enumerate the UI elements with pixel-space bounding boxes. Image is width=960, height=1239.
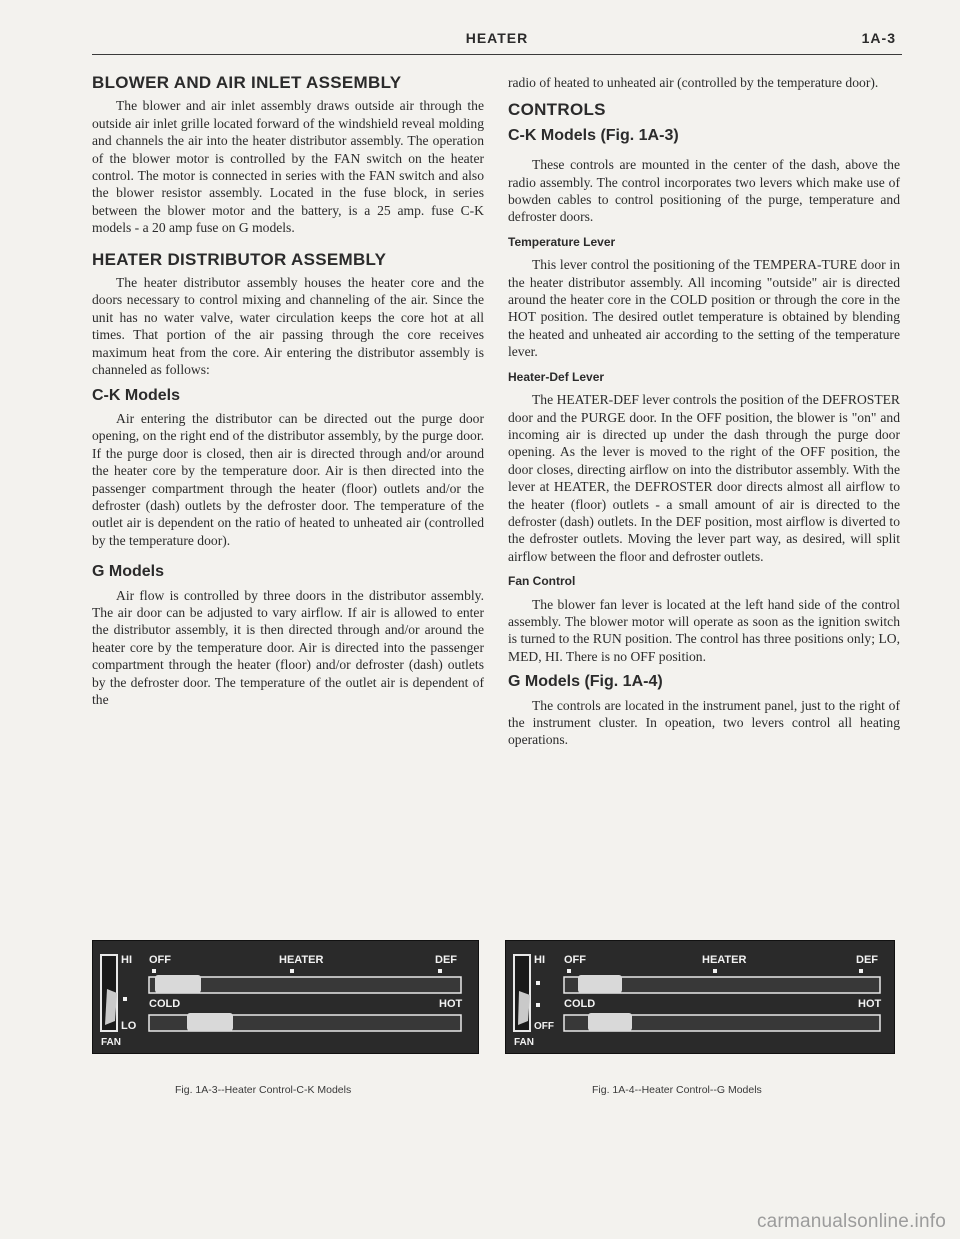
- watermark: carmanualsonline.info: [756, 1211, 946, 1232]
- fig3-fan-label: FAN: [101, 1037, 121, 1048]
- fig4-cold-label: COLD: [564, 998, 596, 1010]
- paragraph-fan-control: The blower fan lever is located at the left hand side of the control assembly. The blower motor will operate as soon as the ignition switch is turned to the RUN position. The control has three positions only; LO, MED, HI. There is no OFF position.: [508, 596, 900, 664]
- paragraph-temperature-lever: This lever control the positioning of the TEMPERA-TURE door in the heater distributor assembly. All incoming "outside" air is directed around the heater core in the COLD position or through the core in the HOT position. The desired outlet temperature is obtained by blending the heated and unheated air according to the setting of the temperature lever.: [508, 257, 900, 360]
- fig4-fan-label: FAN: [514, 1037, 534, 1048]
- fig3-heater-label: HEATER: [279, 954, 324, 966]
- fig3-hi-label: HI: [121, 954, 132, 966]
- heading-ck-models: C-K Models: [92, 386, 180, 404]
- heading-temperature-lever: Temperature Lever: [508, 234, 616, 249]
- heading-heater-def-lever: Heater-Def Lever: [508, 369, 605, 384]
- left-column: [92, 74, 484, 716]
- heading-distributor: HEATER DISTRIBUTOR ASSEMBLY: [92, 249, 387, 269]
- heading-fan-control: Fan Control: [508, 574, 576, 589]
- page-number: 1A-3: [861, 30, 896, 46]
- paragraph-controls: These controls are mounted in the center of the dash, above the radio assembly. The control incorporates two levers which make use of bowden cables to control positioning of the purge, temperature and defroster doors.: [508, 157, 900, 225]
- header-title: HEATER: [465, 30, 529, 46]
- heading-ck-fig: C-K Models (Fig. 1A-3): [508, 126, 679, 144]
- right-column: [508, 74, 900, 757]
- heading-controls: CONTROLS: [508, 100, 606, 120]
- fig4-off-label: OFF: [564, 954, 586, 966]
- g-control-panel-drawing: [506, 941, 894, 1053]
- heading-g-models: G Models: [92, 563, 165, 581]
- fig4-hot-label: HOT: [858, 998, 882, 1010]
- figure-ck-caption: Fig. 1A-3--Heater Control-C-K Models: [175, 1084, 352, 1096]
- fig3-def-label: DEF: [435, 954, 457, 966]
- fig4-hi-label: HI: [534, 954, 545, 966]
- fig3-off-label: OFF: [149, 954, 171, 966]
- fig4-heater-label: HEATER: [702, 954, 747, 966]
- fig4-def-label: DEF: [856, 954, 878, 966]
- paragraph-distributor: The heater distributor assembly houses the heater core and the doors necessary to control mixing and channeling of the air. Since the unit has no water valve, water circulation keeps the core hot at all times. That portion of the air passing through the core receives maximum heat from the core. Air entering the distributor assembly is channeled as follows:: [92, 275, 484, 378]
- figure-g-caption: Fig. 1A-4--Heater Control--G Models: [592, 1084, 762, 1096]
- paragraph-ck-models: Air entering the distributor can be directed out the purge door opening, on the right end of the distributor assembly, by the purge door. If the purge door is closed, then air is directed through and/or around the heater core by the temperature door. Air is then directed into the passenger compartment through the heater (floor) outlets and/or the defroster (dash) outlets by the defroster door. The temperature of the outlet air is dependent on the ratio of heated to unheated air (controlled by the temperature door).: [92, 410, 484, 548]
- figure-g-heater-control: [505, 940, 895, 1054]
- paragraph-continued: radio of heated to unheated air (controlled by the temperature door).: [508, 75, 879, 90]
- fig3-lo-label: LO: [121, 1020, 137, 1032]
- fig4-off-side-label: OFF: [534, 1021, 554, 1032]
- fig3-cold-label: COLD: [149, 998, 181, 1010]
- page-header: [92, 28, 902, 55]
- heading-blower: BLOWER AND AIR INLET ASSEMBLY: [92, 73, 402, 92]
- paragraph-g-controls: The controls are located in the instrument panel, just to the right of the instrument cluster. In opeation, two levers control all heating operations.: [508, 697, 900, 748]
- heading-g-fig: G Models (Fig. 1A-4): [508, 673, 663, 691]
- paragraph-heater-def-lever: The HEATER-DEF lever controls the position of the DEFROSTER door and the PURGE door. In the OFF position, the blower is "on" and incoming air is directed up under the dash through the purge door opening. As the lever is moved to the right of the OFF position, the door closes, directing airflow on into the distributor assembly. With the lever at HEATER, the DEFROSTER door directs almost all airflow to the heater (floor) outlets - a small amount of air is directed to the defroster (dash) outlets. In the DEF position, most airflow is diverted to the defroster outlets. Moving the lever part way, as desired, will split airflow between the floor and defroster outlets.: [508, 392, 900, 564]
- paragraph-blower: The blower and air inlet assembly draws outside air through the outside air inlet grille located forward of the windshield reveal molding and channels the air into the heater distributor assembly. The operation of the blower motor is controlled by the FAN switch on the heater control. The motor is connected in series with the FAN switch and also the blower resistor assembly. Located in the fuse block, in series between the blower motor and the battery, is a 25 amp. fuse C-K models - a 20 amp fuse on G models.: [92, 98, 484, 236]
- ck-control-panel-drawing: [93, 941, 478, 1053]
- figure-ck-heater-control: [92, 940, 479, 1054]
- paragraph-g-models: Air flow is controlled by three doors in the distributor assembly. The air door can be adjusted to vary airflow. If air is allowed to enter the distributor assembly, it is then directed through and/or around the heater core by the temperature door. Air is directed into the passenger compartment through the heater (floor) and/or defroster (dash) outlets by the defroster door. The temperature of the outlet air is dependent of the: [92, 587, 484, 707]
- fig3-hot-label: HOT: [439, 998, 463, 1010]
